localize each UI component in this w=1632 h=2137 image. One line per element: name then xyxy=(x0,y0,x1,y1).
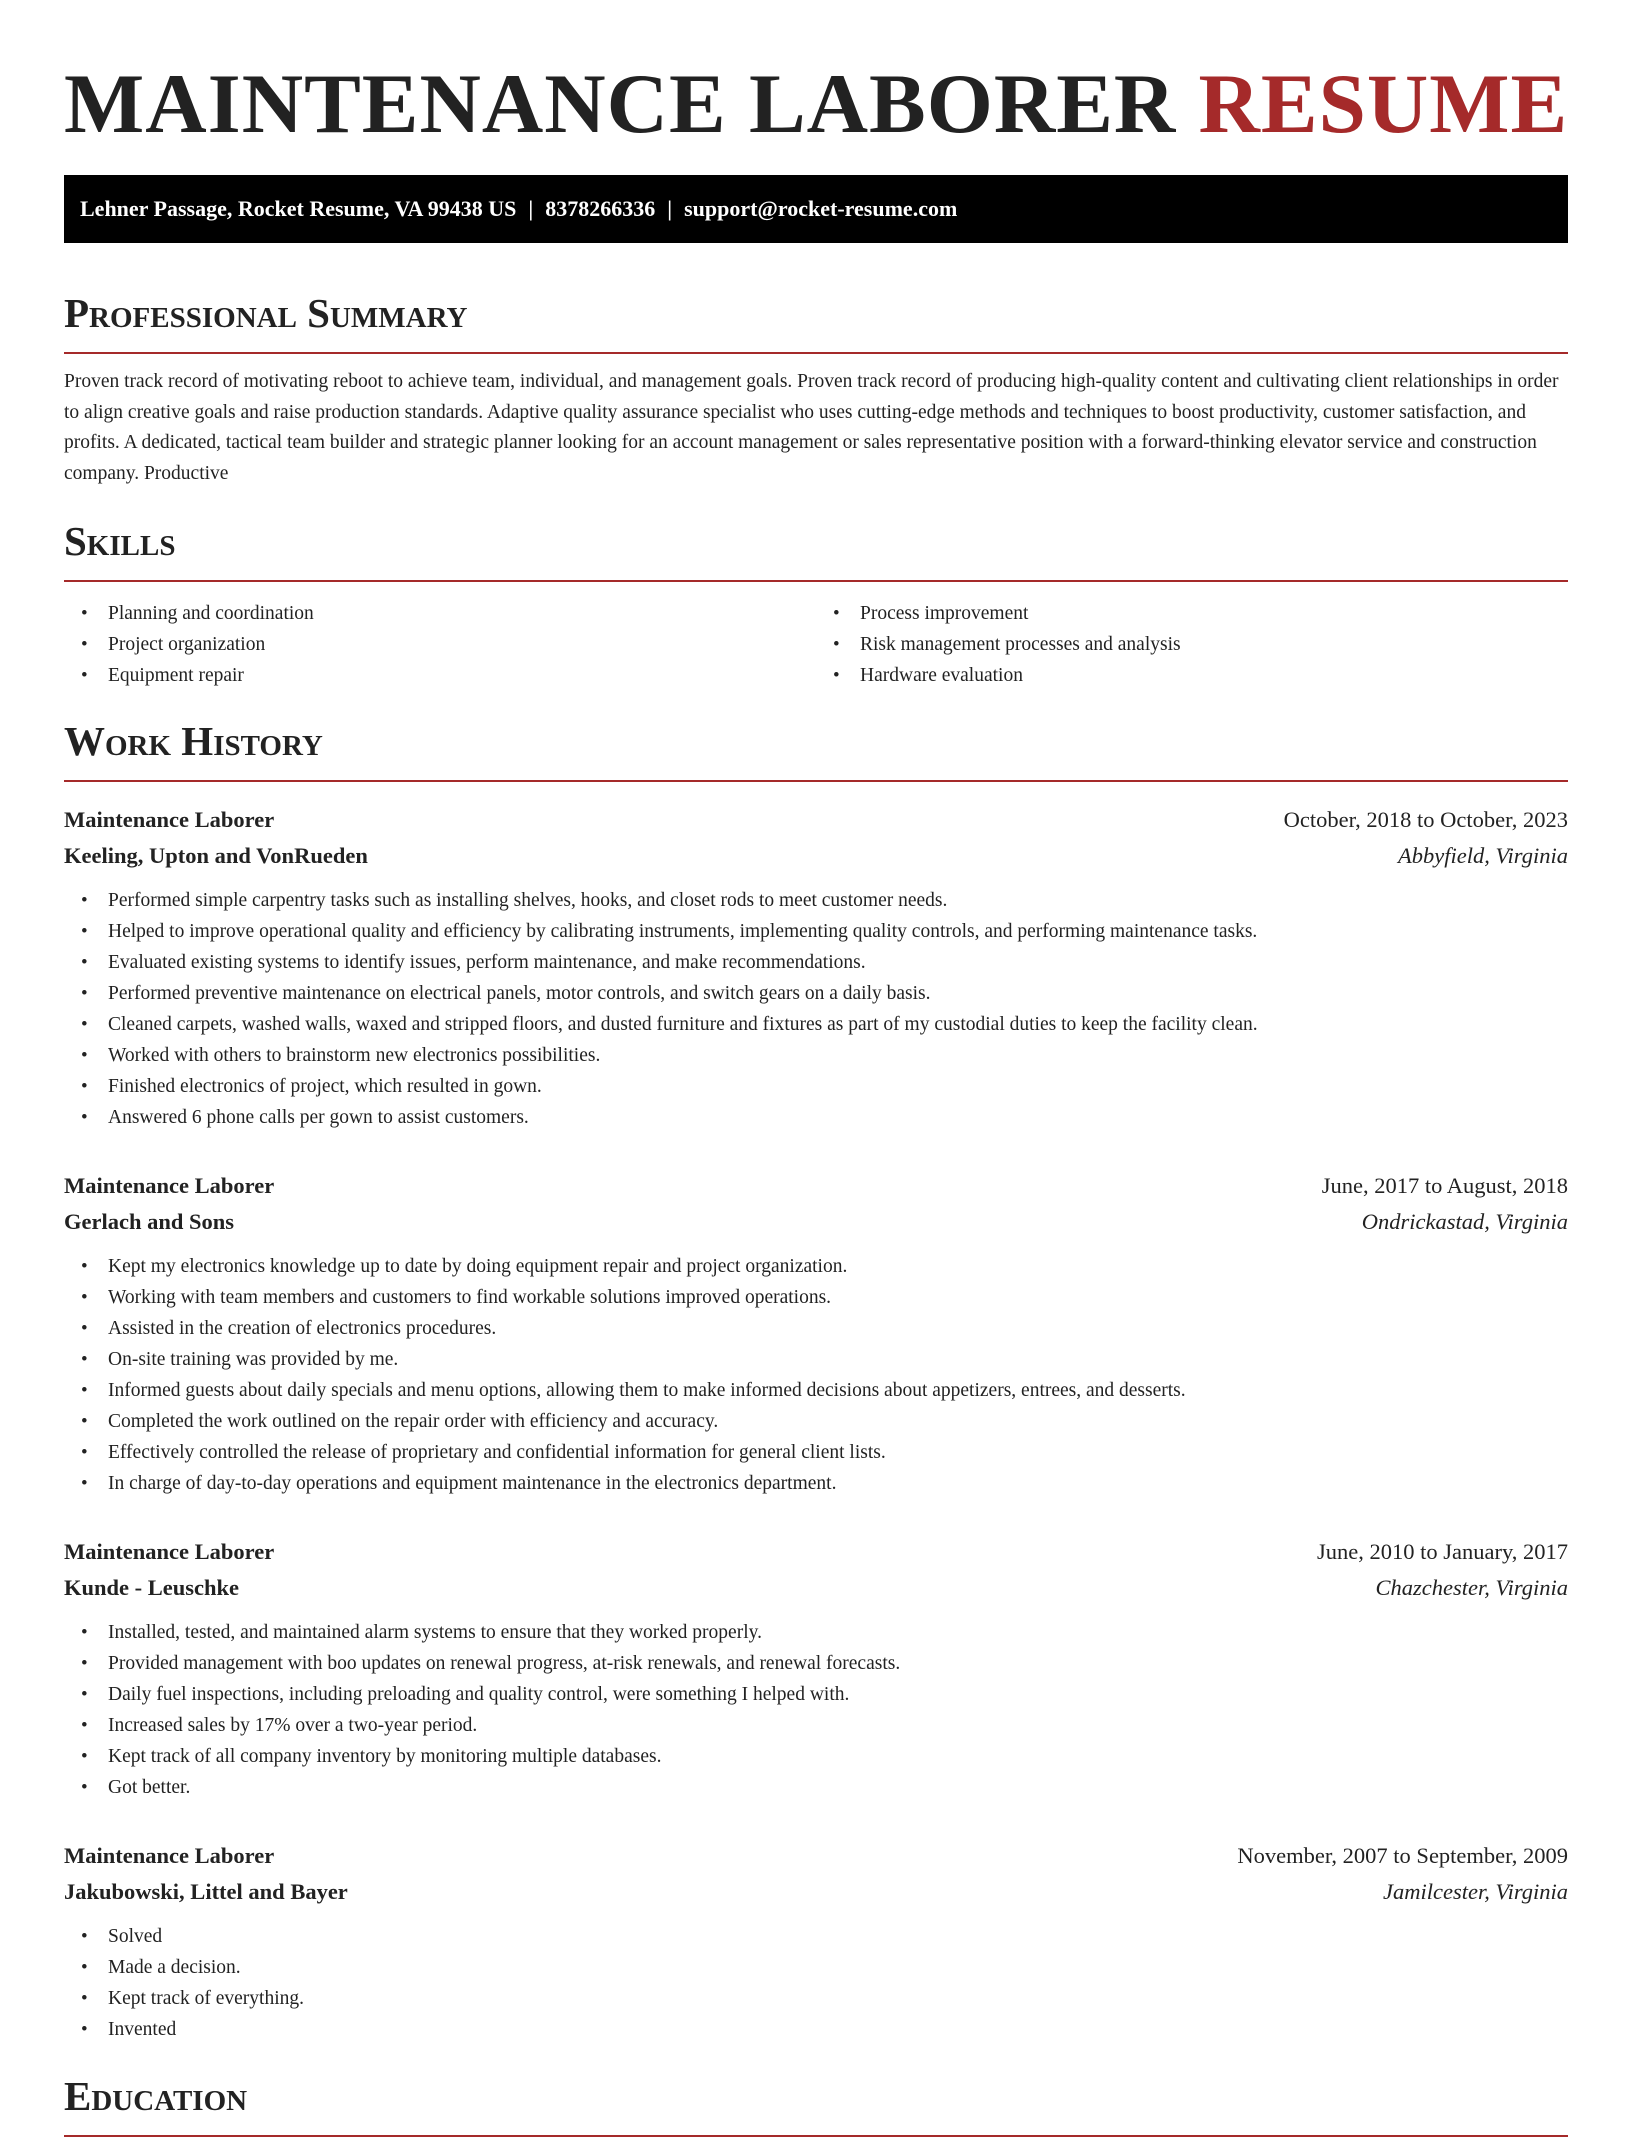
job-bullet: • Helped to improve operational quality and efficiency by calibrating instruments, implementing quality controls, and performing maintenance tasks. xyxy=(108,916,1568,947)
section-heading-education: Education xyxy=(64,2071,1568,2137)
job-company: Kunde - Leuschke xyxy=(64,1575,240,1600)
job-bullets xyxy=(64,1251,1568,1499)
job-dates: June, 2010 to January, 2017 xyxy=(1316,1539,1568,1564)
job-company: Keeling, Upton and VonRueden xyxy=(64,843,368,868)
job-bullet: • Increased sales by 17% over a two-year period. xyxy=(108,1710,1568,1741)
skill-item: • Process improvement xyxy=(860,598,1568,629)
job-header-row xyxy=(64,1534,1568,1570)
job-bullet: • Solved xyxy=(108,1921,1568,1952)
job-title: Maintenance Laborer xyxy=(64,807,275,832)
job-title: Maintenance Laborer xyxy=(64,1843,275,1868)
job-bullet: • Finished electronics of project, which resulted in gown. xyxy=(108,1071,1568,1102)
section-heading-skills: Skills xyxy=(64,516,1568,582)
job-bullet: • Working with team members and customers to find workable solutions improved operations. xyxy=(108,1282,1568,1313)
job-company-row xyxy=(64,1570,1568,1606)
skill-item: • Project organization xyxy=(108,629,816,660)
job-company: Jakubowski, Littel and Bayer xyxy=(64,1879,348,1904)
skill-item: • Planning and coordination xyxy=(108,598,816,629)
section-heading-professional-summary: Professional Summary xyxy=(64,288,1568,354)
job-company-row xyxy=(64,1874,1568,1910)
job-entry xyxy=(64,1838,1568,2045)
summary-paragraph: Proven track record of motivating reboot to achieve team, individual, and management goals. Proven track record of producing high-quality content and cultivating client relationships in order to align creative goals and raise production standards. Adaptive quality assurance specialist who uses cutting-edge methods and techniques to boost productivity, customer satisfaction, and profits. A dedicated, tactical team builder and strategic planner looking for an account management or sales representative position with a forward-thinking elevator service and construction company. Productive xyxy=(64,371,1559,484)
contact-email: support@rocket-resume.com xyxy=(684,196,958,221)
contact-separator: | xyxy=(667,196,673,221)
contact-separator: | xyxy=(528,196,534,221)
job-entry xyxy=(64,802,1568,1133)
job-bullet: • Cleaned carpets, washed walls, waxed and stripped floors, and dusted furniture and fixtures as part of my custodial duties to keep the facility clean. xyxy=(108,1009,1568,1040)
job-bullet: • Provided management with boo updates on renewal progress, at-risk renewals, and renewal forecasts. xyxy=(108,1648,1568,1679)
job-bullet: • Made a decision. xyxy=(108,1952,1568,1983)
title-main: MAINTENANCE LABORER xyxy=(64,57,1177,151)
job-header-row xyxy=(64,802,1568,838)
job-location: Abbyfield, Virginia xyxy=(1398,843,1568,868)
resume-page xyxy=(64,0,1568,2137)
job-bullet: • Invented xyxy=(108,2014,1568,2045)
job-title: Maintenance Laborer xyxy=(64,1539,275,1564)
job-bullet: • Evaluated existing systems to identify issues, perform maintenance, and make recommendations. xyxy=(108,947,1568,978)
skill-item: • Risk management processes and analysis xyxy=(860,629,1568,660)
job-header-row xyxy=(64,1168,1568,1204)
job-company-row xyxy=(64,1204,1568,1240)
job-bullet: • Kept my electronics knowledge up to date by doing equipment repair and project organization. xyxy=(108,1251,1568,1282)
job-bullets xyxy=(64,885,1568,1133)
contact-phone: 8378266336 xyxy=(545,196,656,221)
job-entry xyxy=(64,1534,1568,1803)
job-bullet: • In charge of day-to-day operations and equipment maintenance in the electronics department. xyxy=(108,1468,1568,1499)
skills-list xyxy=(64,598,1568,691)
job-bullet: • Performed preventive maintenance on electrical panels, motor controls, and switch gears on a daily basis. xyxy=(108,978,1568,1009)
skill-item: • Hardware evaluation xyxy=(860,660,1568,691)
job-bullet: • Kept track of everything. xyxy=(108,1983,1568,2014)
job-bullet: • Kept track of all company inventory by monitoring multiple databases. xyxy=(108,1741,1568,1772)
job-dates: October, 2018 to October, 2023 xyxy=(1283,807,1568,832)
job-header-row xyxy=(64,1838,1568,1874)
contact-address: Lehner Passage, Rocket Resume, VA 99438 US xyxy=(80,196,517,221)
job-bullet: • Completed the work outlined on the repair order with efficiency and accuracy. xyxy=(108,1406,1568,1437)
job-bullet: • Assisted in the creation of electronics procedures. xyxy=(108,1313,1568,1344)
job-bullet: • Answered 6 phone calls per gown to assist customers. xyxy=(108,1102,1568,1133)
job-location: Chazchester, Virginia xyxy=(1375,1575,1568,1600)
job-bullet: • On-site training was provided by me. xyxy=(108,1344,1568,1375)
contact-bar xyxy=(64,175,1568,243)
job-bullets xyxy=(64,1921,1568,2045)
title-accent: RESUME xyxy=(1198,57,1569,151)
job-bullets xyxy=(64,1617,1568,1803)
job-company: Gerlach and Sons xyxy=(64,1209,235,1234)
resume-title xyxy=(64,58,1568,150)
job-bullet: • Daily fuel inspections, including preloading and quality control, were something I helped with. xyxy=(108,1679,1568,1710)
skills-column-right xyxy=(816,598,1568,691)
job-bullet: • Informed guests about daily specials and menu options, allowing them to make informed decisions about appetizers, entrees, and desserts. xyxy=(108,1375,1568,1406)
job-bullet: • Got better. xyxy=(108,1772,1568,1803)
skill-item: • Equipment repair xyxy=(108,660,816,691)
job-location: Ondrickastad, Virginia xyxy=(1361,1209,1568,1234)
job-dates: November, 2007 to September, 2009 xyxy=(1237,1843,1568,1868)
section-heading-work-history: Work History xyxy=(64,716,1568,782)
job-entry xyxy=(64,1168,1568,1499)
job-bullet: • Installed, tested, and maintained alarm systems to ensure that they worked properly. xyxy=(108,1617,1568,1648)
job-bullet: • Performed simple carpentry tasks such as installing shelves, hooks, and closet rods to meet customer needs. xyxy=(108,885,1568,916)
job-title: Maintenance Laborer xyxy=(64,1173,275,1198)
job-location: Jamilcester, Virginia xyxy=(1383,1879,1568,1904)
job-dates: June, 2017 to August, 2018 xyxy=(1321,1173,1568,1198)
job-company-row xyxy=(64,838,1568,874)
job-bullet: • Effectively controlled the release of proprietary and confidential information for general client lists. xyxy=(108,1437,1568,1468)
job-bullet: • Worked with others to brainstorm new electronics possibilities. xyxy=(108,1040,1568,1071)
skills-column-left xyxy=(64,598,816,691)
